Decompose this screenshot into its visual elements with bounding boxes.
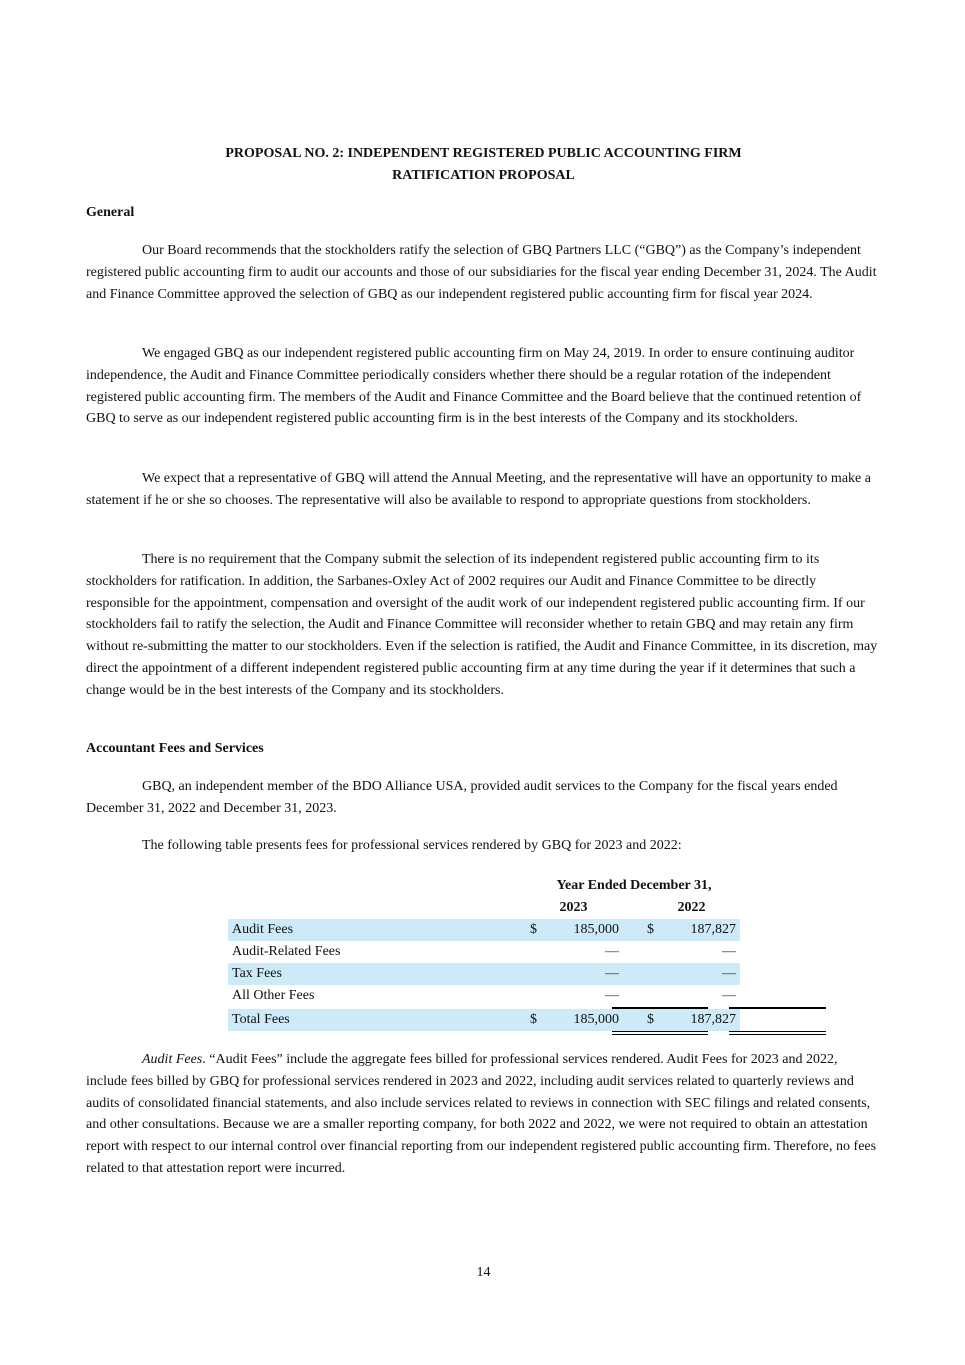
paragraph-audit-fees-note	[86, 1049, 881, 1180]
currency-symbol: $	[647, 922, 654, 937]
paragraph-no-requirement	[86, 549, 881, 702]
table-row-audit-related-fees	[228, 941, 740, 963]
table-row-tax-fees	[228, 963, 740, 985]
paragraph-text: . “Audit Fees” include the aggregate fees billed for professional services rendered. Audit Fees for 2023 and 2022, include fees billed by GBQ for professional services rendered in 2023 and 2022, including audit services related to quarterly reviews and audits of consolidated financial statements, and also include services related to reviews in connection with SEC filings and related consents, and other consultations. Because we are a smaller reporting company, for both 2022 and 2022, we were not required to obtain an attestation report with respect to our internal control over financial reporting from our independent registered public accounting firm. Therefore, no fees related to that attestation report were incurred.	[86, 1052, 877, 1176]
value-2023: —	[605, 988, 619, 1003]
row-label: Audit Fees	[232, 922, 294, 937]
general-heading: General	[86, 205, 135, 220]
title-line-1: PROPOSAL NO. 2: INDEPENDENT REGISTERED PUBLIC ACCOUNTING FIRM	[225, 146, 742, 161]
proposal-title	[86, 143, 881, 187]
row-label: Tax Fees	[232, 966, 282, 981]
paragraph-text: GBQ, an independent member of the BDO Alliance USA, provided audit services to the Company for the fiscal years ended December 31, 2022 and December 31, 2023.	[86, 779, 838, 816]
paragraph-text: Our Board recommends that the stockholders ratify the selection of GBQ Partners LLC (“GBQ”) as the Company’s independent registered public accounting firm to audit our accounts and those of our subsidiaries for the fiscal year ending December 31, 2024. The Audit and Finance Committee approved the selection of GBQ as our independent registered public accounting firm for fiscal year 2024.	[86, 243, 877, 302]
total-double-rule-2022	[729, 1031, 826, 1035]
value-2023: —	[605, 944, 619, 959]
value-2022: 187,827	[690, 922, 736, 937]
total-double-rule-2023	[612, 1031, 708, 1035]
row-label: Audit-Related Fees	[232, 944, 341, 959]
paragraph-text: The following table presents fees for professional services rendered by GBQ for 2023 and 2022:	[142, 838, 682, 853]
column-header-2022: 2022	[643, 897, 740, 920]
value-2023: 185,000	[573, 1012, 619, 1027]
table-header-year-ended: Year Ended December 31,	[556, 878, 712, 893]
row-label: Total Fees	[232, 1012, 290, 1027]
table-row-all-other-fees	[228, 985, 740, 1007]
row-label: All Other Fees	[232, 988, 315, 1003]
paragraph-engagement	[86, 343, 881, 430]
paragraph-board-recommendation	[86, 240, 881, 305]
currency-symbol: $	[647, 1012, 654, 1027]
paragraph-text: We expect that a representative of GBQ will attend the Annual Meeting, and the representative will have an opportunity to make a statement if he or she so chooses. The representative will also be available to respond to appropriate questions from stockholders.	[86, 471, 871, 508]
audit-fees-lead: Audit Fees	[142, 1052, 203, 1067]
column-header-2023: 2023	[525, 897, 622, 920]
table-row-audit-fees	[228, 919, 740, 941]
value-2022: —	[722, 944, 736, 959]
value-2022: —	[722, 988, 736, 1003]
currency-symbol: $	[530, 922, 537, 937]
page-number: 14	[476, 1265, 491, 1280]
value-2022: 187,827	[690, 1012, 736, 1027]
title-line-2: RATIFICATION PROPOSAL	[392, 168, 575, 183]
currency-symbol: $	[530, 1012, 537, 1027]
paragraph-table-intro	[86, 835, 881, 857]
value-2022: —	[722, 966, 736, 981]
table-row-total-fees	[228, 1009, 740, 1031]
paragraph-representative	[86, 468, 881, 512]
subtotal-rule-2022	[729, 1007, 826, 1009]
value-2023: —	[605, 966, 619, 981]
paragraph-text: We engaged GBQ as our independent registered public accounting firm on May 24, 2019. In order to ensure continuing auditor independence, the Audit and Finance Committee periodically considers whether there should be a regular rotation of the independent registered public accounting firm. The members of the Audit and Finance Committee and the Board believe that the continued retention of GBQ to serve as our independent registered public accounting firm is in the best interests of the Company and its stockholders.	[86, 346, 862, 427]
fees-heading: Accountant Fees and Services	[86, 741, 264, 756]
paragraph-text: There is no requirement that the Company submit the selection of its independent registered public accounting firm to its stockholders for ratification. In addition, the Sarbanes-Oxley Act of 2002 requires our Audit and Finance Committee to be directly responsible for the appointment, compensation and oversight of the audit work of our independent registered public accounting firm. If our stockholders fail to ratify the selection, the Audit and Finance Committee will reconsider whether to retain GBQ and may retain any firm without re-submitting the matter to our stockholders. Even if the selection is ratified, the Audit and Finance Committee, in its discretion, may direct the appointment of a different independent registered public accounting firm at any time during the year if it determines that such a change would be in the best interests of the Company and its stockholders.	[86, 552, 878, 698]
paragraph-bdo-alliance	[86, 776, 881, 820]
value-2023: 185,000	[573, 922, 619, 937]
